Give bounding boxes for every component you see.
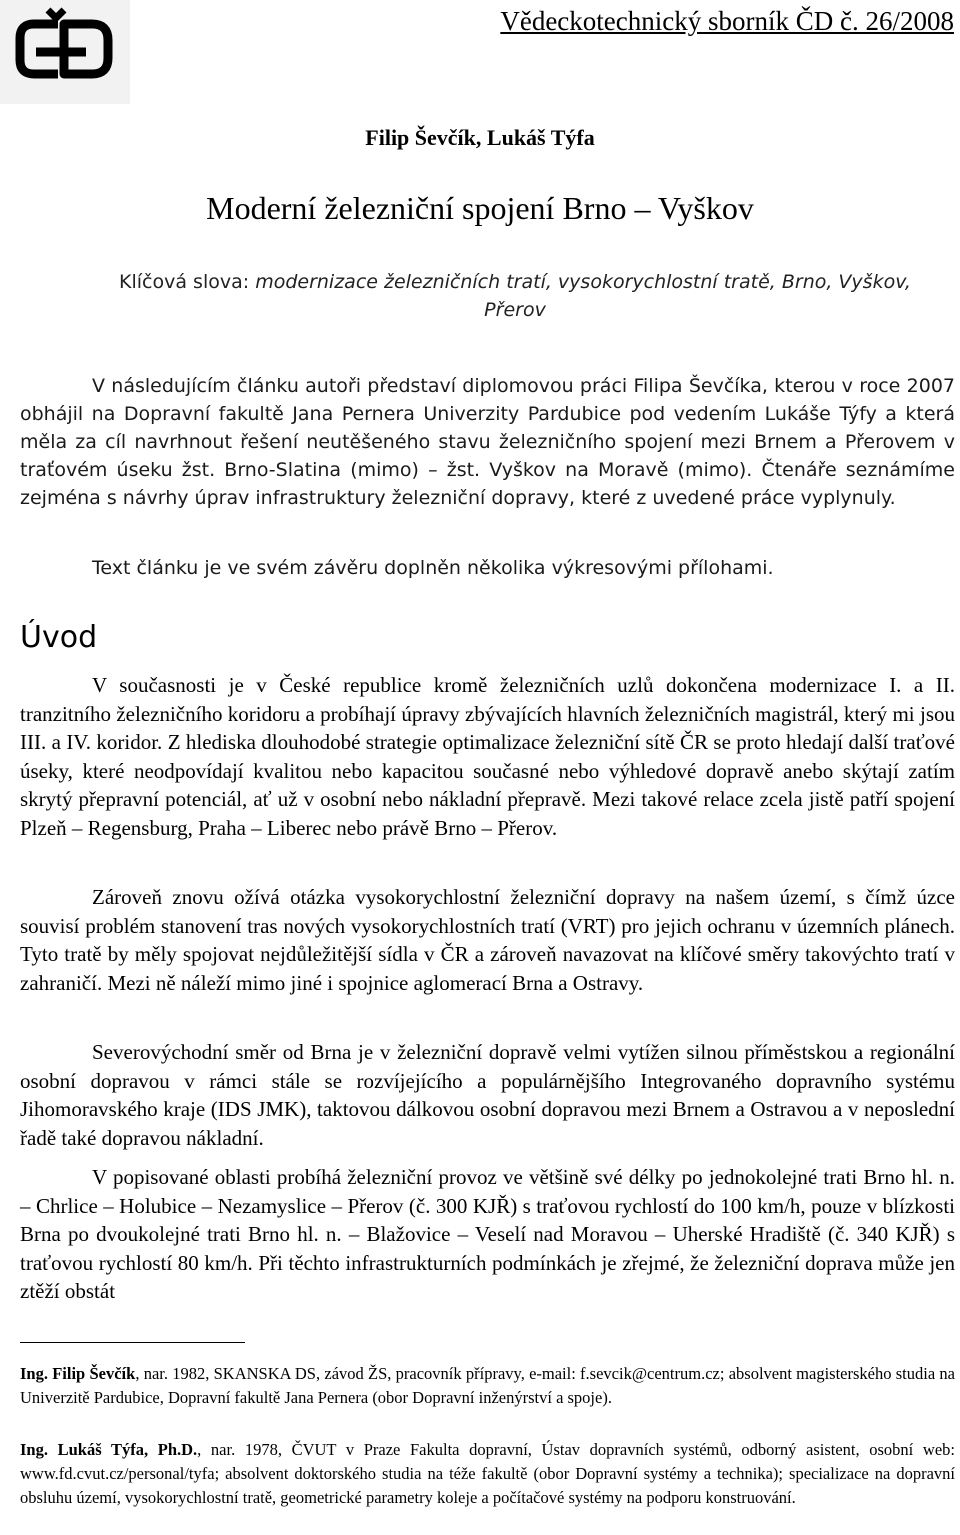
- paragraph-2: Zároveň znovu ožívá otázka vysokorychlostní železniční dopravy na našem území, s čímž úzce souvisí problém stanovení tras nových vysokorychlostních tratí (VRT) pro jejich ochranu v územních plánech. Tyto tratě by měly spojovat nejdůležitější sídla v ČR a zároveň navazovat na klíčové směry takovýchto tratí v zahraničí. Mezi ně náleží mimo jiné i spojnice aglomerací Brna a Ostravy.: [20, 885, 955, 995]
- footnote-author-2: [20, 1438, 955, 1510]
- section-heading: Úvod: [20, 620, 98, 655]
- footnote-author-1: [20, 1362, 955, 1410]
- abstract: V následujícím článku autoři představí diplomovou práci Filipa Ševčíka, kterou v roce 2007 obhájil na Dopravní fakultě Jana Pernera Univerzity Pardubice pod vedením Lukáše Týfy a která měla za cíl navrhnout řešení neutěšeného stavu železničního spojení mezi Brnem a Přerovem v traťovém úseku žst. Brno-Slatina (mimo) – žst. Vyškov na Moravě (mimo). Čtenáře seznámíme zejména s návrhy úprav infrastruktury železniční dopravy, které z uvedené práce vyplynuly.: [20, 375, 955, 509]
- journal-header: Vědeckotechnický sborník ČD č. 26/2008: [500, 6, 954, 36]
- footnote-divider: [20, 1342, 245, 1343]
- article-title: Moderní železniční spojení Brno – Vyškov: [206, 190, 754, 226]
- keywords: [92, 268, 938, 324]
- footnote-name: Ing. Filip Ševčík: [20, 1364, 136, 1383]
- keywords-list: modernizace železničních tratí, vysokorychlostní tratě, Brno, Vyškov, Přerov: [255, 271, 911, 321]
- paragraph-4: V popisované oblasti probíhá železniční provoz ve většině své délky po jednokolejné trati Brno hl. n. – Chrlice – Holubice – Nezamyslice – Přerov (č. 300 KJŘ) s traťovou rychlostí do 100 km/h, pouze v blízkosti Brna po dvoukolejné trati Brno hl. n. – Blažovice – Veselí nad Moravou – Uherské Hradiště (č. 340 KJŘ) s traťovou rychlostí 80 km/h. Při těchto infrastrukturních podmínkách je zřejmé, že železniční doprava může jen ztěží obstát: [20, 1165, 955, 1303]
- paragraph-3: Severovýchodní směr od Brna je v železniční dopravě velmi vytížen silnou příměstskou a regionální osobní dopravou v rámci stále se rozvíjejícího a populárnějšího Integrovaného dopravního systému Jihomoravského kraje (IDS JMK), taktovou dálkovou osobní dopravou mezi Brnem a Ostravou a v neposlední řadě také dopravou nákladní.: [20, 1040, 955, 1150]
- footnote-text: , nar. 1978, ČVUT v Praze Fakulta dopravní, Ústav dopravních systémů, odborný asistent, osobní web: www.fd.cvut.cz/personal/tyfa; absolvent doktorského studia na téže fakultě (obor Dopravní systémy a technika); specializace na dopravní obsluhu území, vysokorychlostní tratě, geometrické parametry koleje a počítačové systémy na podporu konstruování.: [20, 1440, 955, 1507]
- abstract-note: Text článku je ve svém závěru doplněn několika výkresovými přílohami.: [92, 557, 774, 579]
- cd-logo: [0, 0, 130, 104]
- footnote-text: , nar. 1982, SKANSKA DS, závod ŽS, pracovník přípravy, e-mail: f.sevcik@centrum.cz; absolvent magisterského studia na Univerzitě Pardubice, Dopravní fakultě Jana Pernera (obor Dopravní inženýrství a spoje).: [20, 1364, 955, 1407]
- article-authors: Filip Ševčík, Lukáš Týfa: [365, 125, 595, 150]
- footnote-name: Ing. Lukáš Týfa, Ph.D.: [20, 1440, 198, 1459]
- keywords-label: Klíčová slova:: [119, 271, 250, 293]
- paragraph-1: V současnosti je v České republice kromě železničních uzlů dokončena modernizace I. a II. tranzitního železničního koridoru a probíhají úpravy zbývajících hlavních železničních magistrál, který mi jsou III. a IV. koridor. Z hlediska dlouhodobé strategie optimalizace železniční sítě ČR se proto hledají další traťové úseky, které neodpovídají kvalitou nebo kapacitou současné nebo výhledové dopravě anebo skýtají zatím skrytý přepravní potenciál, ať už v osobní nebo nákladní přepravě. Mezi takové relace zcela jistě patří spojení Plzeň – Regensburg, Praha – Liberec nebo právě Brno – Přerov.: [20, 673, 955, 840]
